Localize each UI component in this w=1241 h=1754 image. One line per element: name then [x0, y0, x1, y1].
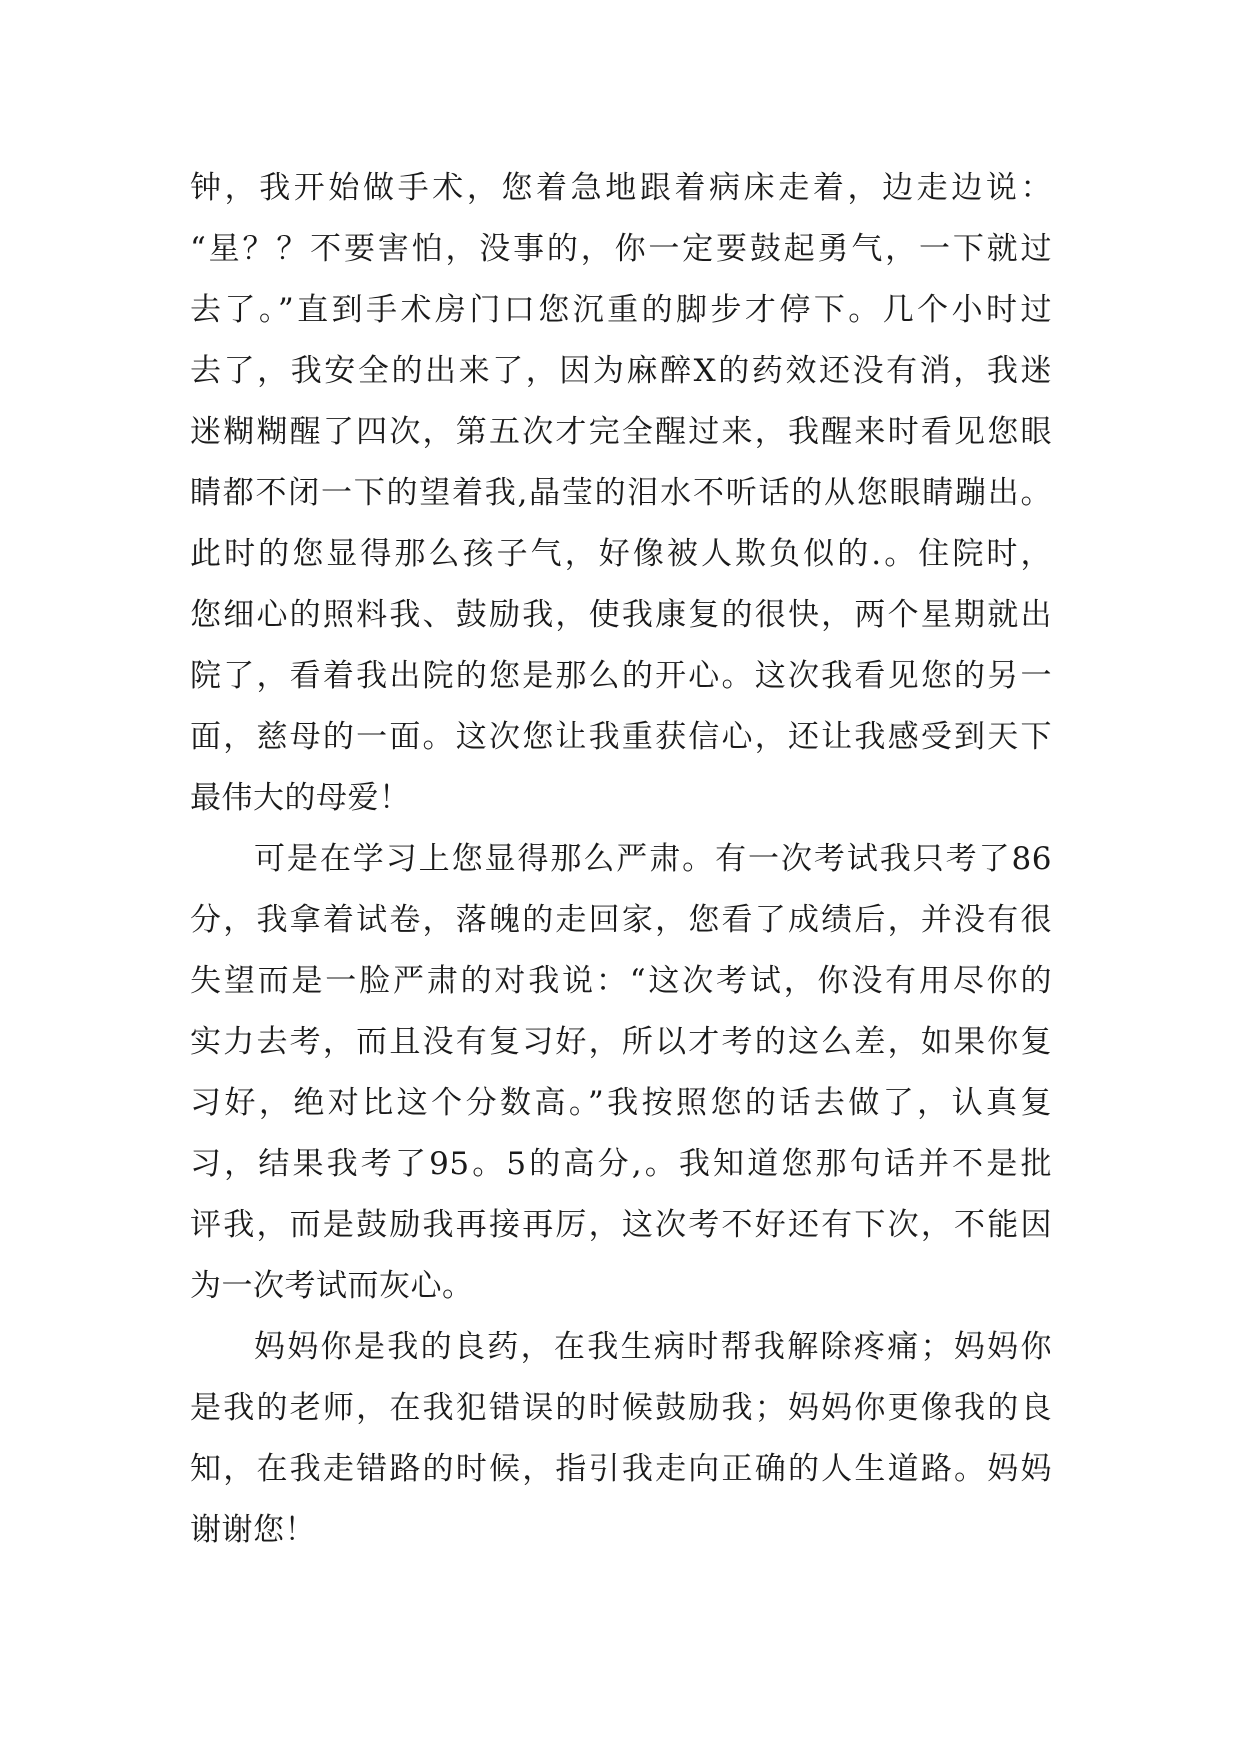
text-line: 院了，看着我出院的您是那么的开心。这次我看见您的另一: [190, 658, 1052, 694]
essay-body: [190, 158, 1052, 1561]
text-line: 失望而是一脸严肃的对我说：“这次考试，你没有用尽你的: [190, 963, 1052, 999]
text-line: 知，在我走错路的时候，指引我走向正确的人生道路。妈妈: [190, 1451, 1052, 1487]
text-line: 最伟大的母爱！: [190, 780, 411, 816]
text-line: “星？？不要害怕，没事的，你一定要鼓起勇气，一下就过: [190, 231, 1052, 267]
text-line: 您细心的照料我、鼓励我，使我康复的很快，两个星期就出: [190, 597, 1052, 633]
text-line: 面，慈母的一面。这次您让我重获信心，还让我感受到天下: [190, 719, 1052, 755]
text-line: 此时的您显得那么孩子气，好像被人欺负似的.。住院时，: [190, 536, 1052, 572]
text-line: 为一次考试而灰心。: [190, 1268, 474, 1304]
paragraph-hospital: [190, 158, 1052, 829]
paragraph-conclusion: [190, 1317, 1052, 1561]
text-line: 迷糊糊醒了四次，第五次才完全醒过来，我醒来时看见您眼: [190, 414, 1052, 450]
text-line: 去了。”直到手术房门口您沉重的脚步才停下。几个小时过: [190, 292, 1052, 328]
text-line: 可是在学习上您显得那么严肃。有一次考试我只考了86: [254, 841, 1052, 877]
text-line: 钟，我开始做手术，您着急地跟着病床走着，边走边说：: [190, 170, 1052, 206]
text-line: 是我的老师，在我犯错误的时候鼓励我；妈妈你更像我的良: [190, 1390, 1052, 1426]
text-line: 实力去考，而且没有复习好，所以才考的这么差，如果你复: [190, 1024, 1052, 1060]
text-line: 睛都不闭一下的望着我,晶莹的泪水不听话的从您眼睛蹦出。: [190, 475, 1052, 511]
text-line: 分，我拿着试卷，落魄的走回家，您看了成绩后，并没有很: [190, 902, 1052, 938]
paragraph-study: [190, 829, 1052, 1317]
text-line: 去了，我安全的出来了，因为麻醉X的药效还没有消，我迷: [190, 353, 1052, 389]
text-line: 评我，而是鼓励我再接再厉，这次考不好还有下次，不能因: [190, 1207, 1052, 1243]
text-line: 谢谢您！: [190, 1512, 316, 1548]
text-line: 习，结果我考了95。5的高分,。我知道您那句话并不是批: [190, 1146, 1052, 1182]
text-line: 妈妈你是我的良药，在我生病时帮我解除疼痛；妈妈你: [254, 1329, 1052, 1365]
text-line: 习好，绝对比这个分数高。”我按照您的话去做了，认真复: [190, 1085, 1052, 1121]
